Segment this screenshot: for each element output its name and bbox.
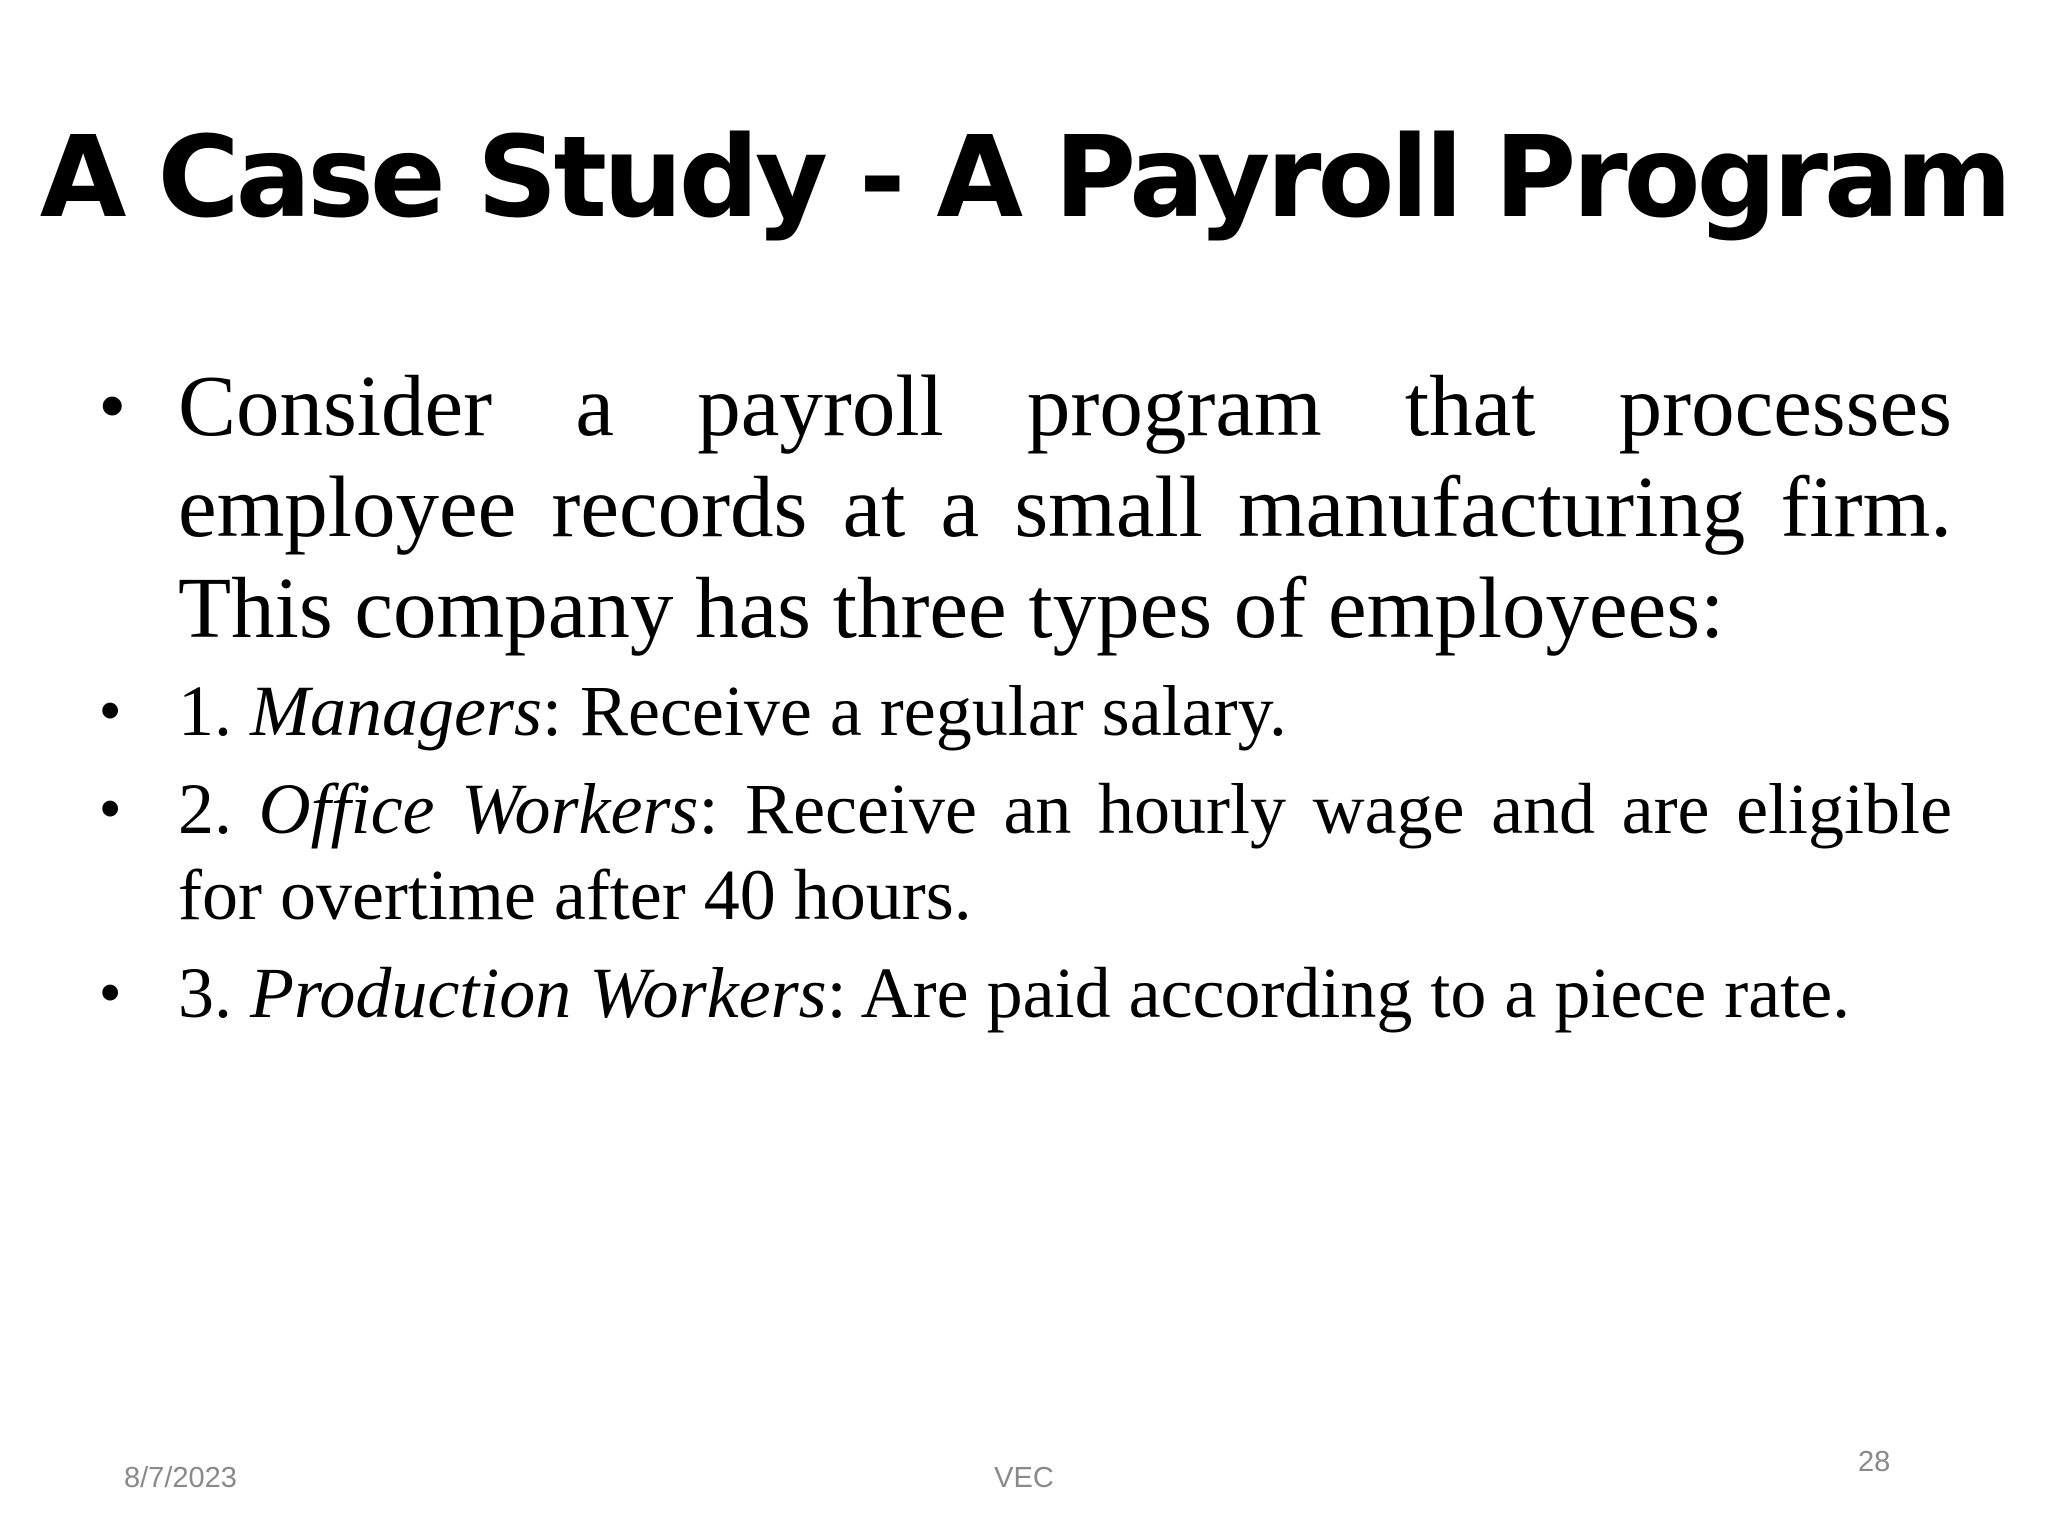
bullet-production-workers (96, 950, 1952, 1036)
bullet-number: 3. (178, 953, 250, 1033)
bullet-icon: • (100, 366, 125, 444)
bullet-number: 2. (178, 769, 259, 849)
bullet-icon: • (100, 776, 121, 841)
slide-number: 28 (1858, 1446, 1891, 1478)
bullet-text: : Are paid according to a piece rate. (826, 953, 1851, 1033)
footer-date: 8/7/2023 (124, 1462, 237, 1494)
bullet-intro (96, 355, 1952, 658)
bullet-term: Managers (250, 671, 542, 751)
slide-title: A Case Study - A Payroll Program (39, 113, 2009, 243)
bullet-office-workers (96, 766, 1952, 938)
bullet-term: Office Workers (258, 769, 699, 849)
bullet-icon: • (100, 678, 121, 743)
bullet-text: : Receive an hourly wage and are eligible for overtime after 40 hours. (178, 769, 1953, 935)
bullet-text: : Receive a regular salary. (541, 671, 1287, 751)
bullet-number: 1. (178, 671, 250, 751)
bullet-term: Production Workers (250, 953, 827, 1033)
footer-center-text: VEC (994, 1462, 1054, 1494)
bullet-managers (96, 668, 1952, 754)
bullet-list (96, 355, 1952, 1048)
bullet-icon: • (100, 960, 121, 1025)
bullet-intro-text: Consider a payroll program that processes employee records at a small manufacturing firm. This company has three types of employees: (178, 357, 1952, 656)
